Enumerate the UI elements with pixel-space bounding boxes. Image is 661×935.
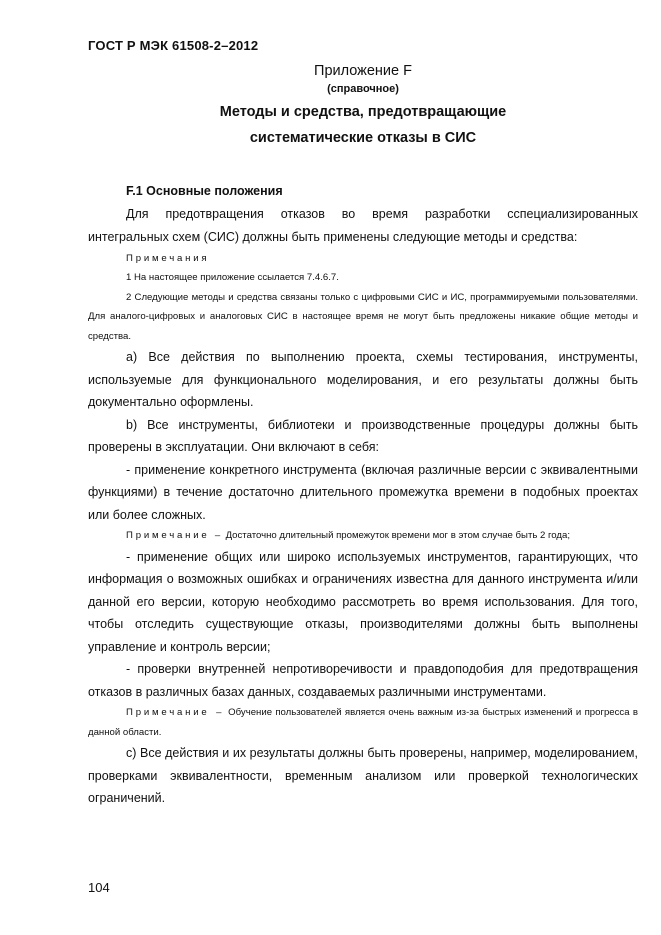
note-2: 2 Следующие методы и средства связаны только с цифровыми СИС и ИС, программируемыми пользователями. Для аналого-цифровых и аналоговых СИС в настоящее время не могут быть предложены никакие общие методы и средства.	[88, 291, 638, 342]
appendix-title: Приложение F	[314, 63, 412, 79]
paragraph-b: b) Все инструменты, библиотеки и производственные процедуры должны быть проверены в эксплуатации. Они включают в себя:	[88, 417, 638, 454]
note-4-text: Обучение пользователей является очень важным из-за быстрых изменений и прогресса в данной области.	[88, 707, 638, 738]
list-item-b1: - применение конкретного инструмента (включая различные версии с эквивалентными функциями) в течение достаточно длительного промежутка времени в подобных проектах или более сложных.	[88, 462, 638, 522]
body-text	[88, 203, 638, 810]
list-item-b2: - применение общих или широко используемых инструментов, гарантирующих, что информация о возможных ошибках и ограничениях известна для данного инструмента и/или данной его версии, которую необходимо рассмотреть во время использования. Для того, чтобы отследить существующие отказы, производителями должны быть выполнены управление и контроль версии;	[88, 549, 638, 654]
note-4-dash: –	[216, 707, 222, 718]
note-3-label: Примечание	[126, 530, 210, 541]
paragraph-a: а) Все действия по выполнению проекта, схемы тестирования, инструменты, используемые для функционального моделирования, и его результаты должны быть документально оформлены.	[88, 350, 638, 409]
section-title: F.1 Основные положения	[126, 184, 283, 198]
appendix-heading-line1: Методы и средства, предотвращающие	[219, 104, 507, 120]
note-4-label: Примечание	[126, 707, 210, 718]
document-header: ГОСТ Р МЭК 61508-2–2012	[88, 38, 259, 53]
notes-heading: Примечания	[126, 253, 210, 264]
note-3-text: Достаточно длительный промежуток времени мог в этом случае быть 2 года;	[225, 530, 571, 541]
paragraph-c: с) Все действия и их результаты должны быть проверены, например, моделированием, проверками эквивалентности, временным анализом или проверкой технологических ограничений.	[88, 746, 638, 805]
note-1: 1 На настоящее приложение ссылается 7.4.6.7.	[126, 272, 339, 283]
note-4	[88, 703, 638, 742]
note-3-dash: –	[214, 530, 221, 541]
page-number: 104	[88, 880, 110, 895]
paragraph-intro: Для предотвращения отказов во время разработки сспециализированных интегральных схем (СИС) должны быть применены следующие методы и средства:	[88, 207, 638, 244]
list-item-b3: - проверки внутренней непротиворечивости и правдоподобия для предотвращения отказов в различных базах данных, создаваемых различными инструментами.	[88, 662, 638, 699]
appendix-status: (справочное)	[327, 83, 399, 95]
note-3	[88, 526, 638, 546]
appendix-heading-line2: систематические отказы в СИС	[249, 130, 477, 146]
